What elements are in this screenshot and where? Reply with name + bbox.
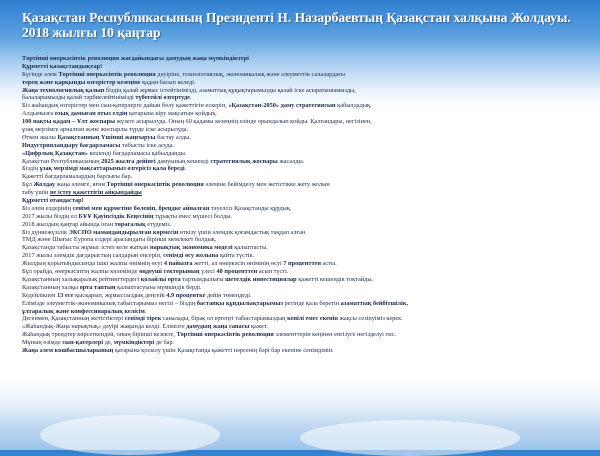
body-text-span: элементтерін кеңінен енгізуге негізделуі тис. bbox=[273, 331, 396, 339]
paragraph-line bbox=[22, 181, 590, 189]
emphasized-text: сенімі мен құрметіне бөленіп, бреңдке айналған bbox=[72, 204, 210, 212]
body-text-span: Кедейлікпен bbox=[22, 291, 58, 299]
emphasized-text: бастапқы құндылықтарымыз bbox=[196, 299, 283, 307]
emphasized-text: Жаңа әлем көшбасшыларының bbox=[22, 346, 114, 354]
paragraph-line bbox=[22, 213, 590, 221]
body-text-span: біздің қалай жұмыс істейтінімізді, азаматтық құқықтарымызды қалай іске асыратынымызды, bbox=[104, 86, 356, 94]
emphasized-text: өңдеуші секторының bbox=[139, 268, 200, 276]
body-text-span: табу үшін bbox=[22, 189, 51, 197]
body-text-span: жетті, ал өнеркәсіп өнімінің өсуі bbox=[192, 260, 284, 268]
paragraph-line bbox=[22, 165, 590, 173]
emphasized-text: қолайлы орта bbox=[140, 275, 181, 283]
paragraph-line bbox=[22, 308, 590, 316]
body-text-span: де бар. bbox=[154, 339, 175, 347]
body-text-span: 2017 жылы біздің ел bbox=[22, 212, 79, 220]
body-text-span: Қазақстанның халқы bbox=[22, 283, 80, 291]
paragraph-line bbox=[22, 189, 590, 197]
emphasized-text: ұлтаралық және конфессияаралық келісім bbox=[22, 307, 145, 315]
body-text-span: дамуының кешенді bbox=[155, 157, 211, 165]
emphasized-text: түбегейлі өзгертуде bbox=[135, 94, 190, 102]
body-text-span: тәуелсіз Қазақстанды құрдық. bbox=[209, 204, 292, 212]
body-text-span: 2017 жылы әлемдік дағдарыстың салдарын еңсеріп, bbox=[22, 252, 164, 260]
emphasized-text: «Қазақстан-2050» даму стратегиясын bbox=[228, 102, 336, 110]
paragraph-line bbox=[22, 197, 590, 205]
body-text-span: Біздің bbox=[22, 165, 40, 173]
emphasized-text: сын-қатерлері bbox=[62, 339, 104, 347]
body-text-span: Бүгінде әлем bbox=[22, 70, 59, 78]
body-text-span: тартымдылығы bbox=[180, 275, 226, 283]
paragraph-line bbox=[22, 63, 590, 71]
body-text-span: . bbox=[144, 307, 147, 315]
body-text-span: жасалды. bbox=[277, 157, 305, 165]
paragraph-line bbox=[22, 331, 590, 339]
paragraph-line bbox=[22, 276, 590, 284]
emphasized-text: 40 проценттен bbox=[216, 268, 258, 276]
body-text-span: қысқарып, жұмыссыздық деңгейі bbox=[73, 291, 167, 299]
body-text-span: бастау алды. bbox=[155, 133, 191, 141]
emphasized-text: ұзақ мерзімді мақсаттарымыз өзгерісіз қала береді bbox=[39, 165, 185, 173]
cloud-decoration bbox=[300, 420, 520, 456]
body-text-span: саналады, бірақ ол ертеңгі табыстарымыздың bbox=[161, 315, 288, 323]
emphasized-text: 7 проценттен bbox=[283, 260, 321, 268]
body-text-span: . bbox=[184, 165, 187, 173]
body-text-span: ұзақ мерзімге арналған және жоспарлы түрде іске асырылуда. bbox=[22, 126, 189, 134]
emphasized-text: не істеу қажеттігін айқындайды bbox=[50, 189, 142, 197]
emphasized-text: кепілі емес екенін bbox=[287, 315, 338, 323]
paragraph-line bbox=[22, 252, 590, 260]
body-text-span: Қазақстанда табысты жұмыс істеп келе жатқан bbox=[22, 244, 150, 252]
body-text-span: қалыптасты. bbox=[232, 244, 268, 252]
body-text-span: қатарына кіру мақсатын қойдық. bbox=[127, 110, 217, 118]
paragraph-line bbox=[22, 236, 590, 244]
paragraph-line bbox=[22, 126, 590, 134]
title-line: Қазақстан Республикасының Президенті Н. Назарбаевтың Қазақстан халқына Жолдауы. bbox=[22, 10, 571, 25]
emphasized-text: БҰҰ Қауіпсіздік Кеңесінің bbox=[78, 212, 154, 220]
emphasized-text: 4,9 процентке bbox=[166, 291, 206, 299]
body-text-span: «Жаһандық-Жаңа нарықтық» дәуірі жақында келді. Елімізге bbox=[22, 323, 187, 331]
body-text-span: дейін төмендеді. bbox=[205, 291, 252, 299]
body-text-span: үлесі bbox=[199, 268, 217, 276]
emphasized-text: 2025 жылға дейінгі bbox=[101, 157, 156, 165]
body-text-span: жүзеге асырылуда. Оның 60 қадамы кезеңнің өзінде орындалып қойды. Қалғандары, негізінен, bbox=[115, 118, 372, 126]
emphasized-text: төрағалық bbox=[114, 220, 146, 228]
paragraph-line bbox=[22, 102, 590, 110]
body-text-span: қажетті кешендік тоқтайды. bbox=[296, 275, 374, 283]
emphasized-text: терең және қарқынды өзгерістер кезеңіне bbox=[22, 78, 141, 86]
paragraph-line bbox=[22, 221, 590, 229]
body-text-span: Біз әлем елдерінің bbox=[22, 204, 73, 212]
paragraph-line bbox=[22, 87, 590, 95]
paragraph-line bbox=[22, 244, 590, 252]
body-text-span: қабылдадық. bbox=[335, 102, 372, 110]
body-text-span: Біз дүниежүзілік bbox=[22, 228, 69, 236]
body-text-span: әлеміне бейімделу мен жетістікке жету жолын bbox=[203, 181, 330, 189]
body-text-span: Қазақстанның халықаралық рейтингтердегі bbox=[22, 275, 141, 283]
cloud-decoration bbox=[40, 415, 220, 455]
body-text-span: Мұның өзімде bbox=[22, 339, 63, 347]
paragraph-line bbox=[22, 79, 590, 87]
emphasized-text: 13 есе bbox=[57, 291, 74, 299]
body-text-span: дәуіріне, технологиялық, экономикалық және әлеуметтік салалардағы bbox=[155, 70, 346, 78]
body-text-span: Жылдың қорытындысында ішкі жалпы өнімнің өсуі bbox=[22, 260, 164, 268]
emphasized-text: азаматтық бейбітшілік, bbox=[340, 299, 409, 307]
paragraph-line bbox=[22, 205, 590, 213]
paragraph-line bbox=[22, 134, 590, 142]
body-text-span: ТМД және Шығыс Еуропа елдері арасындағы бірінші мемлекет болдық. bbox=[22, 236, 217, 244]
body-text-span: Қажетті бағдарламалардың барлығы бар. bbox=[22, 173, 133, 181]
emphasized-text: ЭКСПО мамандандырылған көрмесін bbox=[68, 228, 179, 236]
emphasized-text: сенімді өсу жолына bbox=[163, 252, 219, 260]
body-text-span: Жаһандық трендтер көрсеткендей, оның бірінші кезекте, bbox=[22, 331, 177, 339]
body-text-span: 2018 жылдың қаңтар айында оған bbox=[22, 220, 115, 228]
body-text-span: табысты іске асуда. bbox=[120, 141, 174, 149]
document-title bbox=[22, 10, 582, 40]
paragraph-line bbox=[22, 260, 590, 268]
emphasized-text: Төртінші өнеркәсіптік революция bbox=[58, 70, 156, 78]
body-text-span: асып түсті. bbox=[257, 268, 289, 276]
emphasized-text: озық дамыған отыз елдің bbox=[54, 110, 128, 118]
paragraph-line bbox=[22, 339, 590, 347]
body-text-span: қадам басып келеді. bbox=[140, 78, 196, 86]
paragraph-line bbox=[22, 173, 590, 181]
paragraph-line bbox=[22, 158, 590, 166]
emphasized-text: Төртінші өнеркәсіптік революция bbox=[106, 181, 204, 189]
emphasized-text: Жолдау bbox=[33, 181, 55, 189]
emphasized-text: шетелдік инвестициялар bbox=[225, 275, 297, 283]
emphasized-text: Индустрияландыру бағдарламасы bbox=[22, 141, 121, 149]
body-text-span: қалыптасуына мүмкіндік берді. bbox=[115, 283, 202, 291]
body-text-span: Өткен жылы bbox=[22, 133, 58, 141]
body-text-span: етудеміз. bbox=[145, 220, 172, 228]
paragraph-line bbox=[22, 347, 590, 355]
body-text-span: Бұл bbox=[22, 181, 34, 189]
body-text-span: Бұл орайда, өнеркәсіптің жалпы көлемінде bbox=[22, 268, 140, 276]
paragraph-line bbox=[22, 94, 590, 102]
emphasized-text: Құрметті қазақстандықтар! bbox=[22, 62, 103, 70]
emphasized-text: мүмкіндіктері bbox=[113, 339, 155, 347]
paragraph-line bbox=[22, 292, 590, 300]
paragraph-line bbox=[22, 110, 590, 118]
body-text-span: жаңа әлемге, яғни bbox=[55, 181, 107, 189]
paragraph-line bbox=[22, 284, 590, 292]
body-text-span: Алдымызға bbox=[22, 110, 55, 118]
paragraph-line bbox=[22, 55, 590, 63]
paragraph-line bbox=[22, 150, 590, 158]
emphasized-text: 4 пайызға bbox=[163, 260, 193, 268]
body-text-span: тұрақты емес мүшесі болды. bbox=[153, 212, 233, 220]
emphasized-text: 100 нақты қадам – Ұлт жоспары bbox=[22, 118, 115, 126]
paragraph-line bbox=[22, 315, 590, 323]
paragraph-line bbox=[22, 268, 590, 276]
paragraph-line bbox=[22, 71, 590, 79]
emphasized-text: Құрметті отандастар! bbox=[22, 197, 84, 205]
emphasized-text: орта таптың bbox=[79, 283, 116, 291]
body-text-span: қажет. bbox=[249, 323, 268, 331]
body-text-span: ретінде қала беретін bbox=[282, 299, 341, 307]
body-text-span: қайта түстік. bbox=[218, 252, 255, 260]
paragraph-line bbox=[22, 142, 590, 150]
emphasized-text: Төртінші өнеркәсіптік революция bbox=[176, 331, 274, 339]
body-text-span: балаларымызды қалай тәрбиелейтінімізді bbox=[22, 94, 136, 102]
emphasized-text: сенімді тірек bbox=[124, 315, 162, 323]
paragraph-line bbox=[22, 229, 590, 237]
body-text-span: Біз жаһандық өзгерістер мен сын-қатерлерге дайын болу қажеттігін ескеріп, bbox=[22, 102, 229, 110]
paragraph-line bbox=[22, 323, 590, 331]
body-text-span: өткізу үшін әлемдік қоғамдастық таңдап алған bbox=[178, 228, 306, 236]
body-text-span: Дегенмен, Қазақстанның жетістіктері bbox=[22, 315, 125, 323]
emphasized-text: Төртінші өнеркәсіптік революция жағдайындағы дамудың жаңа мүмкіндіктері bbox=[22, 55, 249, 62]
emphasized-text: «Цифрлық Қазақстан» bbox=[22, 149, 88, 157]
body-text-span: қатарына қосылу үшін Қазақстанда қажетті нәрсенің бәрі бар екеніне сенімдімін. bbox=[113, 346, 334, 354]
body-text-span: жақсы сезінуіміз керек. bbox=[338, 315, 403, 323]
emphasized-text: Қазақстанның Үшінші жаңғыруы bbox=[57, 133, 156, 141]
body-text-span: де, bbox=[103, 339, 114, 347]
emphasized-text: стратегиялық жоспары bbox=[210, 157, 278, 165]
emphasized-text: нарықтық экономика моделі bbox=[149, 244, 233, 252]
body-text-span: кешенді бағдарламасы қабылданды. bbox=[87, 149, 187, 157]
title-date-line: 2018 жылғы 10 қаңтар bbox=[22, 25, 161, 40]
body-text-span: . bbox=[189, 94, 192, 102]
emphasized-text: Жаңа технологиялық қалып bbox=[22, 86, 105, 94]
paragraph-line bbox=[22, 118, 590, 126]
body-text-span: Қазақстан Республикасының bbox=[22, 157, 102, 165]
body-text-span: асты. bbox=[320, 260, 337, 268]
paragraph-line bbox=[22, 300, 590, 308]
document-body bbox=[22, 55, 590, 355]
emphasized-text: дамудың жаңа сапасы bbox=[186, 323, 250, 331]
body-text-span: Елімізде әлеуметтік-экономикалық табыстарымыз негізі – біздің bbox=[22, 299, 197, 307]
